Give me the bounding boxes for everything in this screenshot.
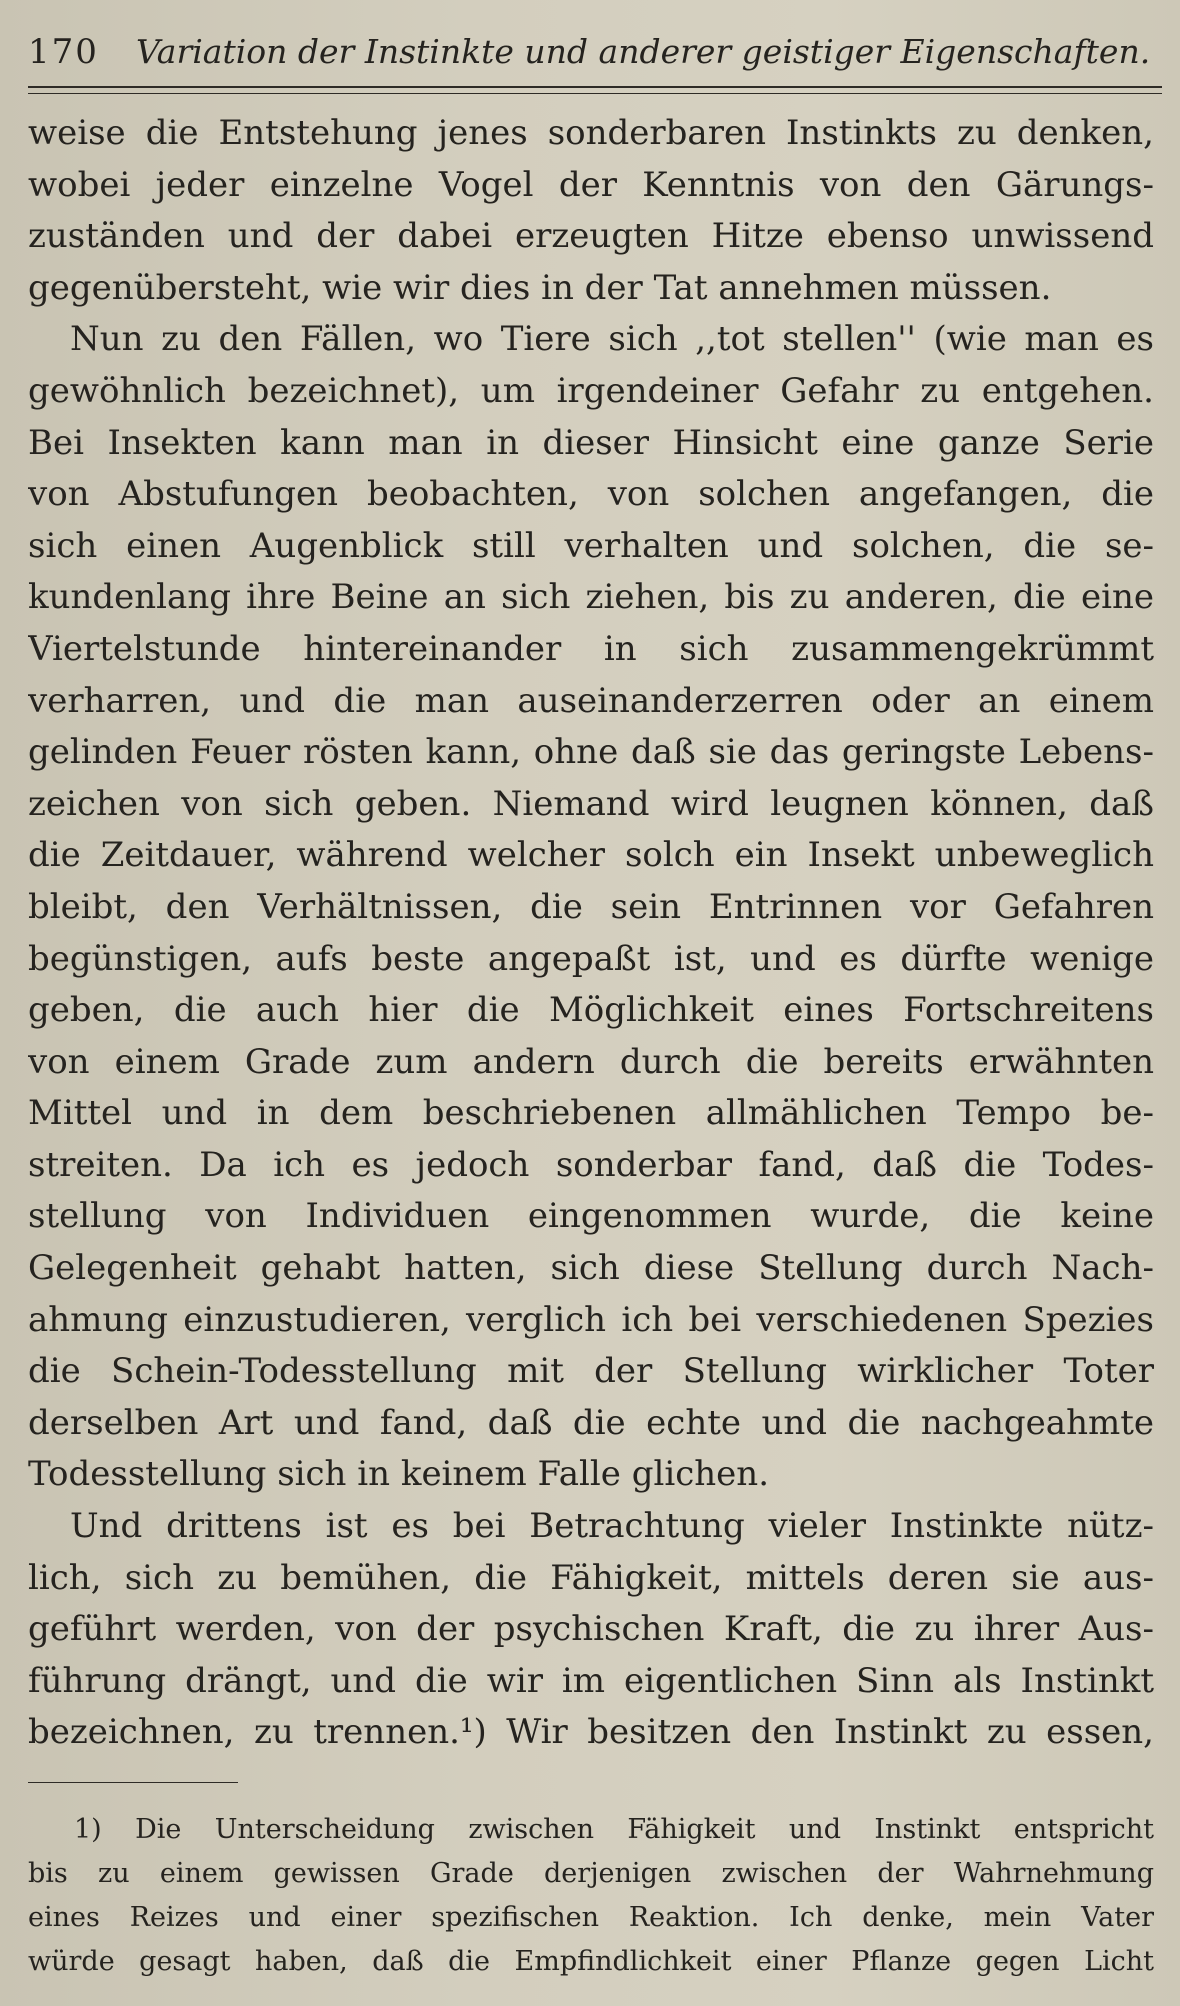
body-line: weise die Entstehung jenes sonderbaren Instinkts zu denken, — [28, 113, 1154, 153]
body-line: streiten. Da ich es jedoch sonderbar fand, daß die Todes- — [28, 1144, 1154, 1185]
header-rule — [28, 86, 1162, 88]
running-title: Variation der Instinkte und anderer geistiger Eigenschaften. — [136, 32, 1151, 71]
body-line: gegenübersteht, wie wir dies in der Tat annehmen müssen. — [28, 267, 1052, 308]
body-line: die Schein-Todesstellung mit der Stellung wirklicher Toter — [28, 1351, 1154, 1392]
body-line: wobei jeder einzelne Vogel der Kenntnis von den Gärungs- — [28, 164, 1154, 205]
body-line: sich einen Augenblick still verhalten und solchen, die se- — [28, 525, 1154, 566]
body-line: von Abstufungen beobachten, von solchen angefangen, die — [28, 474, 1154, 515]
body-line: zuständen und der dabei erzeugten Hitze ebenso unwissend — [28, 216, 1154, 257]
footnotes — [28, 1808, 1154, 1984]
body-line: Nun zu den Fällen, wo Tiere sich ,,tot stellen'' (wie man es — [70, 319, 1154, 360]
body-line: Mittel und in dem beschriebenen allmählichen Tempo be- — [28, 1093, 1154, 1134]
body-line: stellung von Individuen eingenommen wurde, die keine — [28, 1196, 1154, 1237]
body-line: geben, die auch hier die Möglichkeit eines Fortschreitens — [28, 990, 1154, 1031]
body-line: geführt werden, von der psychischen Kraft, die zu ihrer Aus- — [28, 1609, 1154, 1650]
body-line: gelinden Feuer rösten kann, ohne daß sie das geringste Lebens- — [28, 732, 1154, 773]
footnote-rule — [28, 1782, 238, 1783]
body-line: Gelegenheit gehabt hatten, sich diese Stellung durch Nach- — [28, 1248, 1154, 1289]
body-line: von einem Grade zum andern durch die bereits erwähnten — [28, 1041, 1154, 1082]
body-line: bleibt, den Verhältnissen, die sein Entrinnen vor Gefahren — [28, 886, 1154, 927]
body-line: Bei Insekten kann man in dieser Hinsicht eine ganze Serie — [28, 422, 1154, 463]
body-line: derselben Art und fand, daß die echte und die nachgeahmte — [28, 1402, 1154, 1443]
body-line: verharren, und die man auseinanderzerren oder an einem — [28, 680, 1154, 721]
body-line: begünstigen, aufs beste angepaßt ist, und es dürfte wenige — [28, 938, 1154, 979]
body-line: Todesstellung sich in keinem Falle glichen. — [28, 1454, 770, 1495]
body-line: Viertelstunde hintereinander in sich zusammengekrümmt — [28, 628, 1154, 669]
body-line: ahmung einzustudieren, verglich ich bei verschiedenen Spezies — [28, 1299, 1154, 1340]
body-line: gewöhnlich bezeichnet), um irgendeiner Gefahr zu entgehen. — [28, 370, 1154, 411]
body-line: Und drittens ist es bei Betrachtung vieler Instinkte nütz- — [70, 1506, 1154, 1547]
footnote-line: bis zu einem gewissen Grade derjenigen zwischen der Wahrnehmung — [28, 1858, 1154, 1889]
page-number: 170 — [28, 32, 99, 72]
body-text — [28, 108, 1154, 1759]
page-header — [28, 26, 1151, 76]
footnote-line: 1) Die Unterscheidung zwischen Fähigkeit und Instinkt entspricht — [74, 1814, 1154, 1845]
header-rule-thin — [28, 93, 1162, 94]
body-line: lich, sich zu bemühen, die Fähigkeit, mittels deren sie aus- — [28, 1557, 1154, 1598]
body-line: kundenlang ihre Beine an sich ziehen, bis zu anderen, die eine — [28, 577, 1154, 618]
footnote-line: würde gesagt haben, daß die Empfindlichkeit einer Pflanze gegen Licht — [28, 1946, 1154, 1977]
body-line: die Zeitdauer, während welcher solch ein Insekt unbeweglich — [28, 835, 1154, 876]
body-line: zeichen von sich geben. Niemand wird leugnen können, daß — [28, 783, 1154, 824]
footnote-line: eines Reizes und einer spezifischen Reaktion. Ich denke, mein Vater — [28, 1902, 1154, 1933]
body-line: bezeichnen, zu trennen.¹) Wir besitzen den Instinkt zu essen, — [28, 1712, 1154, 1753]
body-line: führung drängt, und die wir im eigentlichen Sinn als Instinkt — [28, 1660, 1154, 1701]
